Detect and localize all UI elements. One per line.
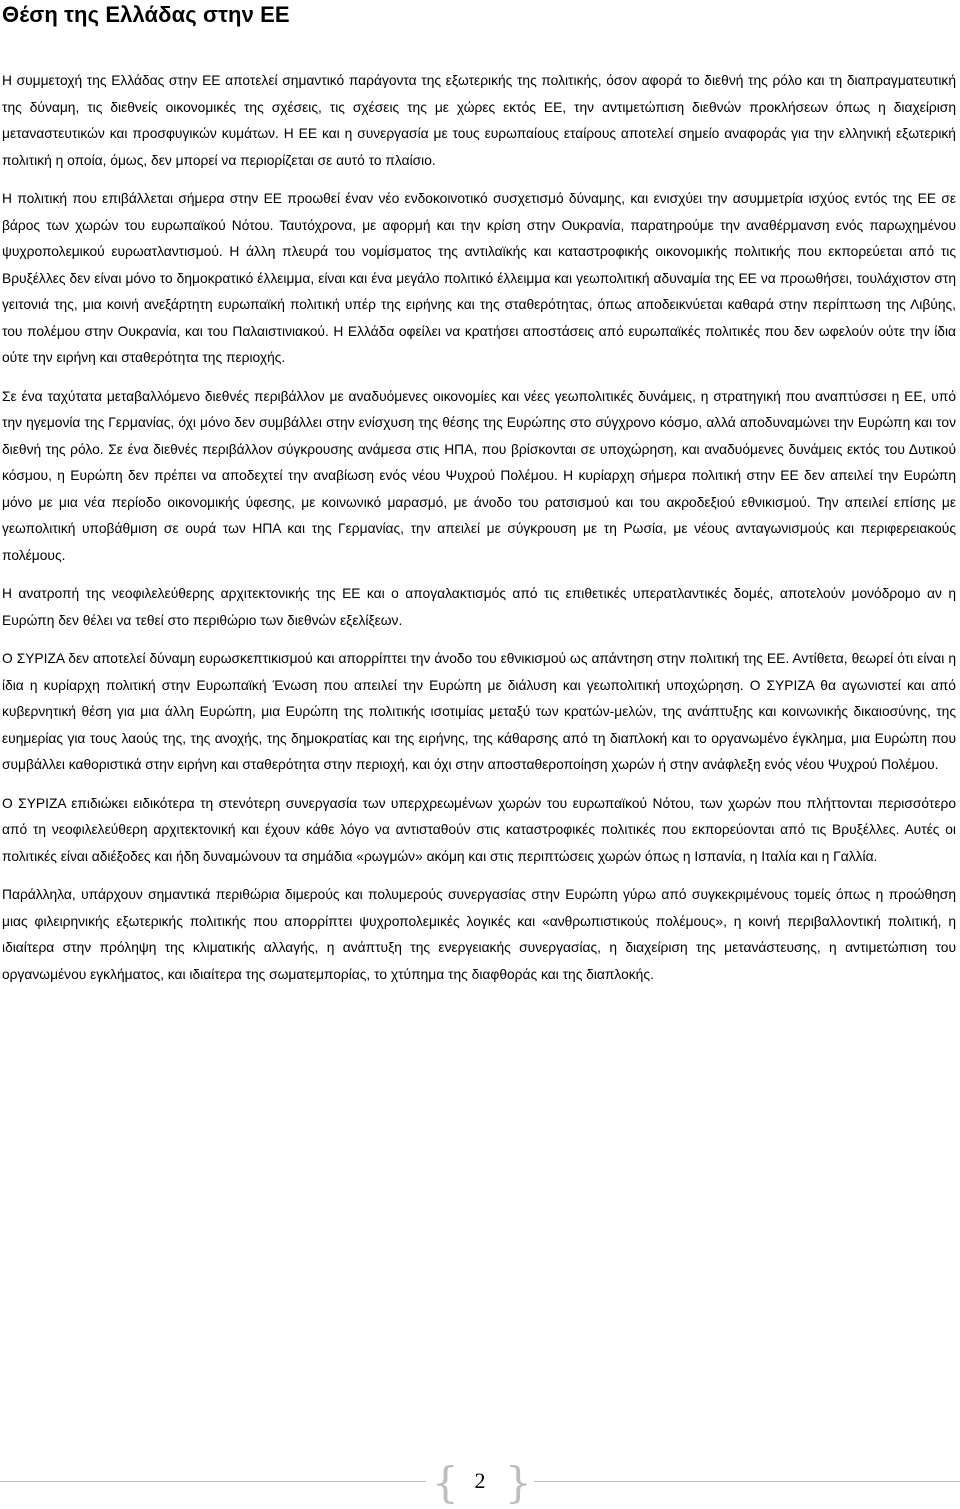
- left-brace-icon: {: [432, 1458, 459, 1507]
- document-body: [2, 68, 956, 1000]
- page-footer: [0, 1457, 960, 1509]
- footer-rule-right: [534, 1481, 960, 1482]
- right-brace-icon: }: [505, 1458, 532, 1507]
- page-title: Θέση της Ελλάδας στην ΕΕ: [2, 2, 290, 27]
- paragraph-2: Η πολιτική που επιβάλλεται σήμερα στην ΕΕ προωθεί έναν νέο ενδοκοινοτικό συσχετισμό δύναμης, και ενισχύει την ασυμμετρία ισχύος εντός της ΕΕ σε βάρος των χωρών του ευρωπαϊκού Νότου. Ταυτόχρονα, με αφορμή και την κρίση στην Ουκρανία, παρατηρούμε την αναθέρμανση ενός παρωχημένου ψυχροπολεμικού ευρωατλαντισμού. Η άλλη πλευρά του νομίσματος της αντιλαϊκής και καταστροφικής οικονομικής πολιτικής που εκπορεύεται από τις Βρυξέλλες δεν είναι μόνο το δημοκρατικό έλλειμμα, είναι και ένα μεγάλο πολιτικό έλλειμμα και γεωπολιτική αδυναμία της ΕΕ να προωθήσει, τουλάχιστον στη γειτονιά της, μια κοινή ανεξάρτητη ευρωπαϊκή πολιτική υπέρ της ειρήνης και της σταθερότητας, όπως αποδεικνύεται καθαρά στην περίπτωση της Λιβύης, του πολέμου στην Ουκρανία, και του Παλαιστινιακού. Η Ελλάδα οφείλει να κρατήσει αποστάσεις από ευρωπαϊκές πολιτικές που δεν ωφελούν ούτε την ίδια ούτε την ειρήνη και σταθερότητα της περιοχής.: [2, 191, 956, 365]
- paragraph-7: Παράλληλα, υπάρχουν σημαντικά περιθώρια διμερούς και πολυμερούς συνεργασίας στην Ευρώπη γύρω από συγκεκριμένους τομείς όπως η προώθηση μιας φιλειρηνικής εξωτερικής πολιτικής που απορρίπτει ψυχροπολεμικές λογικές και «ανθρωπιστικούς πολέμους», η κοινή περιβαλλοντική πολιτική, η ιδιαίτερα στην πρόληψη της κλιματικής αλλαγής, η ανάπτυξη της ενεργειακής συνεργασίας, η διαχείριση της μετανάστευσης, η αντιμετώπιση του οργανωμένου εγκλήματος, και ιδιαίτερα της σωματεμπορίας, το χτύπημα της διαφθοράς και της διαπλοκής.: [2, 887, 956, 982]
- paragraph-4: Η ανατροπή της νεοφιλελεύθερης αρχιτεκτονικής της ΕΕ και ο απογαλακτισμός από τις επιθετικές υπερατλαντικές δομές, αποτελούν μονόδρομο αν η Ευρώπη δεν θέλει να τεθεί στο περιθώριο των διεθνών εξελίξεων.: [2, 586, 956, 628]
- paragraph-5: Ο ΣΥΡΙΖΑ δεν αποτελεί δύναμη ευρωσκεπτικισμού και απορρίπτει την άνοδο του εθνικισμού ως απάντηση στην πολιτική της ΕΕ. Αντίθετα, θεωρεί ότι είναι η ίδια η κυρίαρχη πολιτική στην Ευρωπαϊκή Ένωση που απειλεί την Ευρώπη με διάλυση και γεωπολιτική υποχώρηση. Ο ΣΥΡΙΖΑ θα αγωνιστεί και από κυβερνητική θέση για μια άλλη Ευρώπη, μια Ευρώπη της πολιτικής ισοτιμίας μεταξύ των κρατών-μελών, της ανάπτυξης και κοινωνικής δικαιοσύνης, της ευημερίας για τους λαούς της, της ανοχής, της δημοκρατίας και της ειρήνης, της κάθαρσης από τη διαπλοκή και το οργανωμένο έγκλημα, μια Ευρώπη που συμβάλλει καθοριστικά στην ειρήνη και σταθερότητα στην περιοχή, και όχι στην αποσταθεροποίηση χωρών ή στην ανάφλεξη ενός νέου Ψυχρού Πολέμου.: [2, 651, 956, 772]
- footer-rule-left: [0, 1481, 426, 1482]
- page-number: 2: [474, 1468, 486, 1493]
- paragraph-6: Ο ΣΥΡΙΖΑ επιδιώκει ειδικότερα τη στενότερη συνεργασία των υπερχρεωμένων χωρών του ευρωπαϊκού Νότου, των χωρών που πλήττονται περισσότερο από τη νεοφιλελεύθερη αρχιτεκτονική και έχουν κάθε λόγο να αντισταθούν στις καταστροφικές πολιτικές που εκπορεύονται από τις Βρυξέλλες. Αυτές οι πολιτικές είναι αδιέξοδες και ήδη δυναμώνουν τα σημάδια «ρωγμών» ακόμη και στις περιπτώσεις χωρών όπως η Ισπανία, η Ιταλία και η Γαλλία.: [2, 795, 956, 864]
- paragraph-1: Η συμμετοχή της Ελλάδας στην ΕΕ αποτελεί σημαντικό παράγοντα της εξωτερικής της πολιτικής, όσον αφορά το διεθνή της ρόλο και τη διαπραγματευτική της δύναμη, τις διεθνείς οικονομικές της σχέσεις, τις σχέσεις της με χώρες εκτός ΕΕ, την αντιμετώπιση διεθνών προκλήσεων όπως η διαχείριση μεταναστευτικών και προσφυγικών κυμάτων. Η ΕΕ και η συνεργασία με τους ευρωπαίους εταίρους αποτελεί σημείο αναφοράς για την ελληνική εξωτερική πολιτική η οποία, όμως, δεν μπορεί να περιορίζεται σε αυτό το πλαίσιο.: [2, 73, 956, 168]
- paragraph-3: Σε ένα ταχύτατα μεταβαλλόμενο διεθνές περιβάλλον με αναδυόμενες οικονομίες και νέες γεωπολιτικές δυνάμεις, η στρατηγική που αναπτύσσει η ΕΕ, υπό την ηγεμονία της Γερμανίας, όχι μόνο δεν συμβάλλει στην ενίσχυση της θέσης της Ευρώπης στο σύγχρονο κόσμο, αλλά αποδυναμώνει την Ευρώπη και τον διεθνή της ρόλο. Σε ένα διεθνές περιβάλλον σύγκρουσης ανάμεσα στις ΗΠΑ, που βρίσκονται σε υποχώρηση, και αναδυόμενες δυνάμεις εκτός του Δυτικού κόσμου, η Ευρώπη δεν πρέπει να αποδεχτεί την αναβίωση ενός νέου Ψυχρού Πολέμου. Η κυρίαρχη σήμερα πολιτική στην ΕΕ δεν απειλεί την Ευρώπη μόνο με μια νέα περίοδο οικονομικής ύφεσης, με κοινωνικό μαρασμό, με άνοδο του ρατσισμού και του ακροδεξιού εθνικισμού. Την απειλεί επίσης με γεωπολιτική υποβάθμιση σε ουρά των ΗΠΑ και της Γερμανίας, την απειλεί με σύγκρουση με τη Ρωσία, με νέους ανταγωνισμούς και περιφερειακούς πολέμους.: [2, 388, 956, 563]
